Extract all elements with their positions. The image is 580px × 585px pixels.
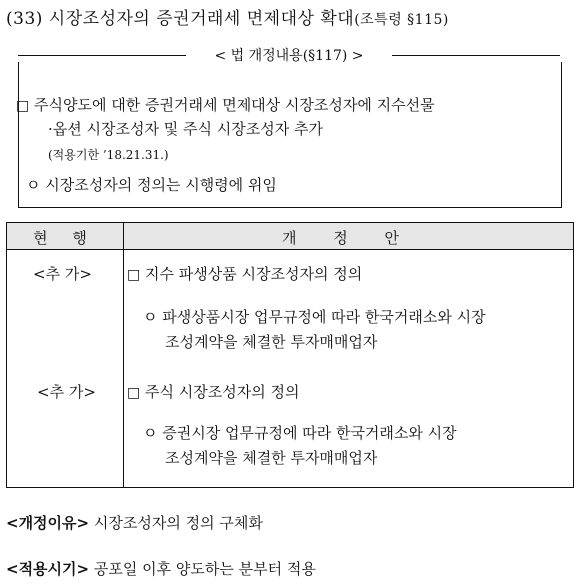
column-divider <box>123 223 124 487</box>
law-item-2: ㅇ 시장조성자의 정의는 시행령에 위임 <box>26 176 277 194</box>
reason-label: <개정이유> <box>6 514 90 532</box>
row1-proposed-line1: ㅇ 파생상품시장 업무규정에 따라 한국거래소와 시장 <box>143 308 486 326</box>
effective-label: <적용시기> <box>6 560 90 578</box>
law-header-line-right <box>392 55 560 56</box>
reason-text: 시장조성자의 정의 구체화 <box>93 514 263 532</box>
row1-proposed-title <box>127 263 362 284</box>
row2-proposed-title <box>127 381 299 402</box>
row2-proposed-line1: ㅇ 증권시장 업무규정에 따라 한국거래소와 시장 <box>143 424 457 442</box>
law-item-1-line1: 주식양도에 대한 증권거래세 면제대상 시장조성자에 지수선물 <box>34 96 435 114</box>
checkbox-bullet-icon: □ <box>127 385 141 401</box>
header-current: 현 행 <box>33 229 97 247</box>
law-header-text: < 법 개정내용(§117) > <box>214 48 364 64</box>
effective-date <box>6 558 316 579</box>
header-proposed: 개 정 안 <box>281 229 415 247</box>
comparison-header <box>7 223 573 250</box>
checkbox-bullet-icon: □ <box>127 267 141 283</box>
reason <box>6 512 263 533</box>
checkbox-bullet-icon: □ <box>16 98 30 114</box>
law-item-1 <box>16 94 435 115</box>
comparison-table <box>6 222 574 488</box>
law-item-1-note: (적용기한 ’18.21.31.) <box>48 148 169 162</box>
row1-current: <추 가> <box>33 265 92 283</box>
row2-proposed-line2: 조성계약을 체결한 투자매매업자 <box>165 449 378 467</box>
title-ref: (조특령 §115) <box>354 12 449 28</box>
page-title <box>6 4 449 29</box>
law-item-1-line2: ·옵션 시장조성자 및 주식 시장조성자 추가 <box>48 120 323 138</box>
law-header-line-left <box>18 55 186 56</box>
title-main: (33) 시장조성자의 증권거래세 면제대상 확대 <box>6 9 355 29</box>
row2-current: <추 가> <box>37 383 96 401</box>
effective-text: 공포일 이후 양도하는 분부터 적용 <box>93 560 316 578</box>
row1-title-text: 지수 파생상품 시장조성자의 정의 <box>145 265 363 283</box>
row2-title-text: 주식 시장조성자의 정의 <box>145 383 300 401</box>
row1-proposed-line2: 조성계약을 체결한 투자매매업자 <box>165 333 378 351</box>
